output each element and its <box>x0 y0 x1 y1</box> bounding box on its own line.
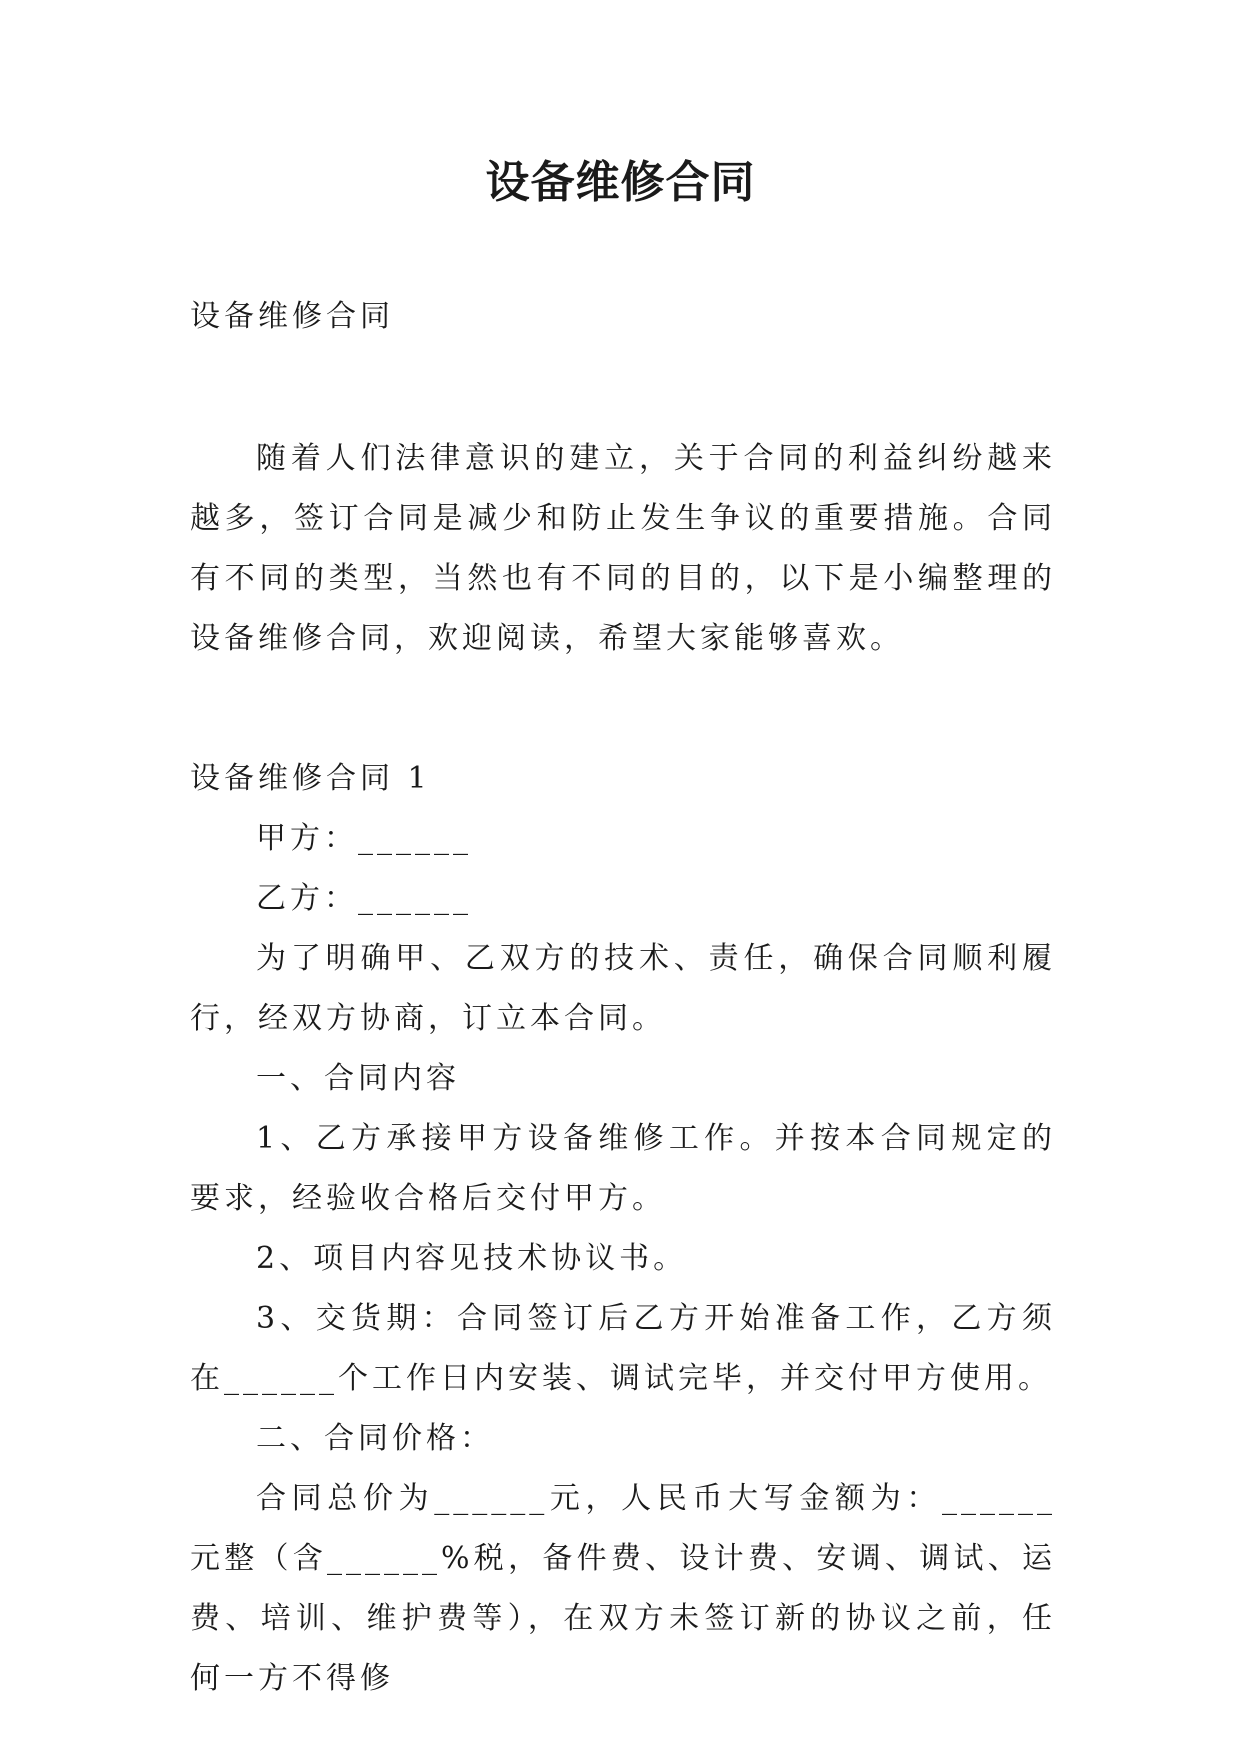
clause-heading: 一、合同内容 <box>256 1061 460 1096</box>
intro-paragraph: 随着人们法律意识的建立，关于合同的利益纠纷越来越多，签订合同是减少和防止发生争议的重要措施。合同有不同的类型，当然也有不同的目的，以下是小编整理的设备维修合同，欢迎阅读，希望大家能够喜欢。 <box>190 441 1056 656</box>
clause-heading: 二、合同价格： <box>256 1421 494 1456</box>
party-a-line: 甲方：______ <box>256 821 472 856</box>
clause-paragraph: 合同总价为______元，人民币大写金额为：______元整（含______%税，备件费、设计费、安调、调试、运费、培训、维护费等），在双方未签订新的协议之前，任何一方不得修 <box>190 1481 1056 1696</box>
document-title: 设备维修合同 <box>485 157 756 208</box>
clause-paragraph: 1、乙方承接甲方设备维修工作。并按本合同规定的要求，经验收合格后交付甲方。 <box>190 1121 1056 1216</box>
clause-paragraph: 2、项目内容见技术协议书。 <box>256 1241 688 1276</box>
purpose-paragraph: 为了明确甲、乙双方的技术、责任，确保合同顺利履行，经双方协商，订立本合同。 <box>190 941 1056 1036</box>
spacer <box>190 669 1056 749</box>
section-title: 设备维修合同 1 <box>190 761 431 796</box>
spacer <box>190 347 1056 429</box>
clause-paragraph: 3、交货期：合同签订后乙方开始准备工作，乙方须在______个工作日内安装、调试完毕，并交付甲方使用。 <box>190 1301 1056 1396</box>
party-b-line: 乙方：______ <box>256 881 472 916</box>
document-body <box>190 287 1056 1709</box>
document-subtitle: 设备维修合同 <box>190 299 394 334</box>
